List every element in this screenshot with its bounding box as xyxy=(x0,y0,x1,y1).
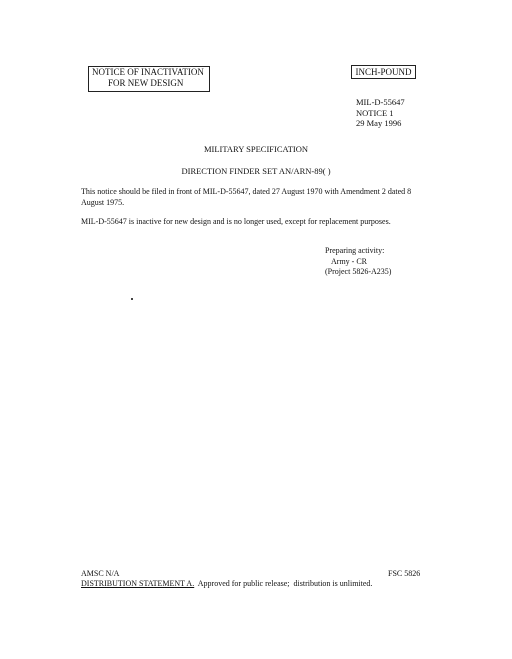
preparing-activity-project: (Project 5826-A235) xyxy=(325,267,392,276)
notice-box-line-1: NOTICE OF INACTIVATION xyxy=(92,67,204,77)
inch-pound-box: INCH-POUND xyxy=(351,65,416,79)
preparing-activity-org: Army - CR xyxy=(331,256,367,266)
notice-number: NOTICE 1 xyxy=(356,107,394,118)
document-identifier xyxy=(356,97,405,129)
notice-box-line-2: FOR NEW DESIGN xyxy=(108,78,184,88)
filing-instruction-paragraph: This notice should be filed in front of MIL-D-55647, dated 27 August 1970 with Amendment 2 dated 8 August 1975. xyxy=(81,187,412,207)
specification-type-heading: MILITARY SPECIFICATION xyxy=(203,144,309,154)
distribution-statement-text: Approved for public release; distribution is unlimited. xyxy=(194,579,373,588)
document-number: MIL-D-55647 xyxy=(356,97,405,107)
inactive-status-paragraph: MIL-D-55647 is inactive for new design and is no longer used, except for replacement purposes. xyxy=(81,217,391,226)
fsc-code: FSC 5826 xyxy=(388,569,421,578)
distribution-statement-label: DISTRIBUTION STATEMENT A. xyxy=(81,579,195,588)
preparing-activity-label: Preparing activity: xyxy=(325,246,385,255)
preparing-activity-block xyxy=(325,246,391,278)
document-title: DIRECTION FINDER SET AN/ARN-89( ) xyxy=(181,166,331,176)
amsc-code: AMSC N/A xyxy=(81,569,120,578)
notice-date: 29 May 1996 xyxy=(356,118,402,128)
inactivation-notice-box xyxy=(88,66,210,92)
scan-speck xyxy=(131,298,133,300)
distribution-statement xyxy=(81,579,372,588)
